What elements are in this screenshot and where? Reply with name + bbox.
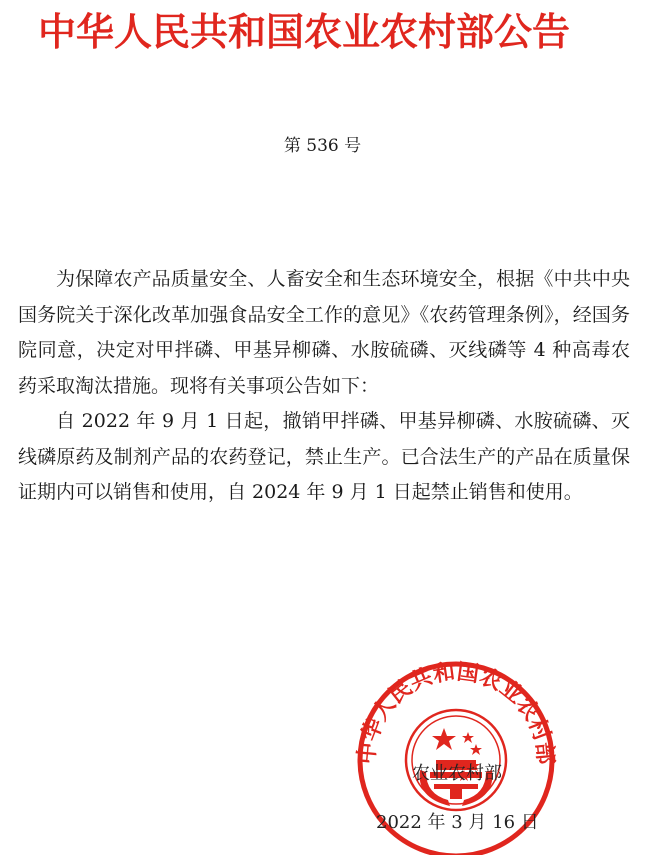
seal-text: 中华人民共和国农业农村部 [354, 660, 558, 766]
document-number: 第 536 号 [283, 136, 362, 156]
header-title: 中华人民共和国农业农村部公告 [38, 10, 571, 54]
announcement-body [18, 262, 630, 511]
issue-date: 2022 年 3 月 16 日 [376, 812, 539, 833]
issuer-name: 农业农村部 [412, 763, 502, 784]
body-paragraph-1: 为保障农产品质量安全、人畜安全和生态环境安全，根据《中共中央 国务院关于深化改革加强食品安全工作的意见》《农药管理条例》，经国务院同意，决定对甲拌磷、甲基异柳磷、水胺硫磷、灭线磷等 4 种高毒农药采取淘汰措施。现将有关事项公告如下： [18, 268, 630, 397]
body-paragraph-2: 自 2022 年 9 月 1 日起，撤销甲拌磷、甲基异柳磷、水胺硫磷、灭线磷原药及制剂产品的农药登记，禁止生产。已合法生产的产品在质量保证期内可以销售和使用，自 2024 年 9 月 1 日起禁止销售和使用。 [18, 410, 630, 503]
